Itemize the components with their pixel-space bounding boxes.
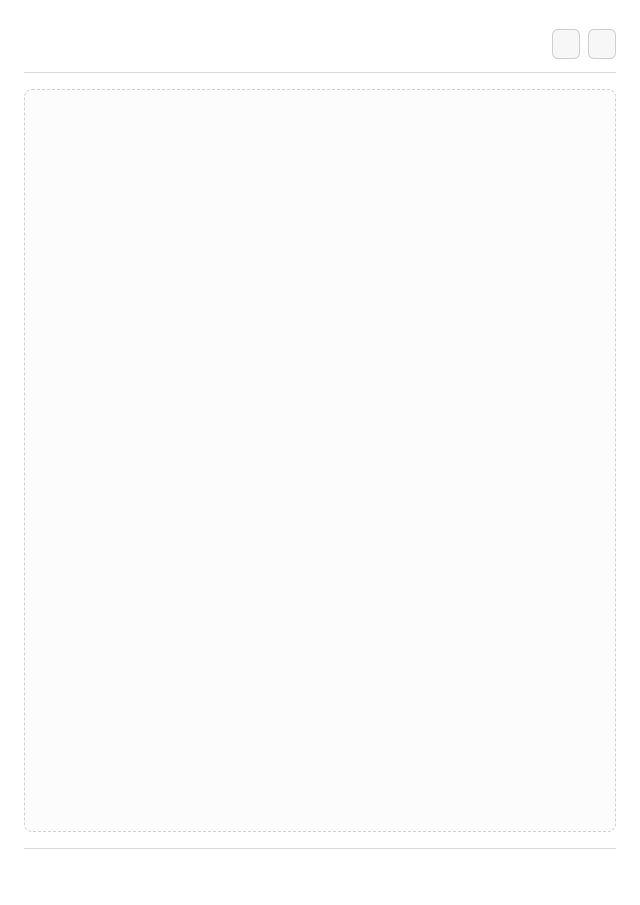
content-line <box>37 342 603 360</box>
content-line <box>37 222 603 240</box>
content-line <box>37 270 603 288</box>
top-header <box>24 24 616 73</box>
content-line <box>37 390 603 408</box>
content-line <box>37 318 603 336</box>
header-action-button-2[interactable] <box>588 29 616 59</box>
header-action-button-1[interactable] <box>552 29 580 59</box>
bottom-footer <box>24 848 616 881</box>
content-line <box>37 414 603 432</box>
main-area <box>24 89 616 832</box>
content-line <box>37 198 603 216</box>
content-line <box>37 246 603 264</box>
content-line <box>37 102 603 120</box>
content-line <box>37 366 603 384</box>
content-line <box>37 150 603 168</box>
header-actions <box>552 29 616 59</box>
content-line <box>37 126 603 144</box>
content-line <box>37 174 603 192</box>
content-panel <box>24 89 616 832</box>
content-line <box>37 294 603 312</box>
